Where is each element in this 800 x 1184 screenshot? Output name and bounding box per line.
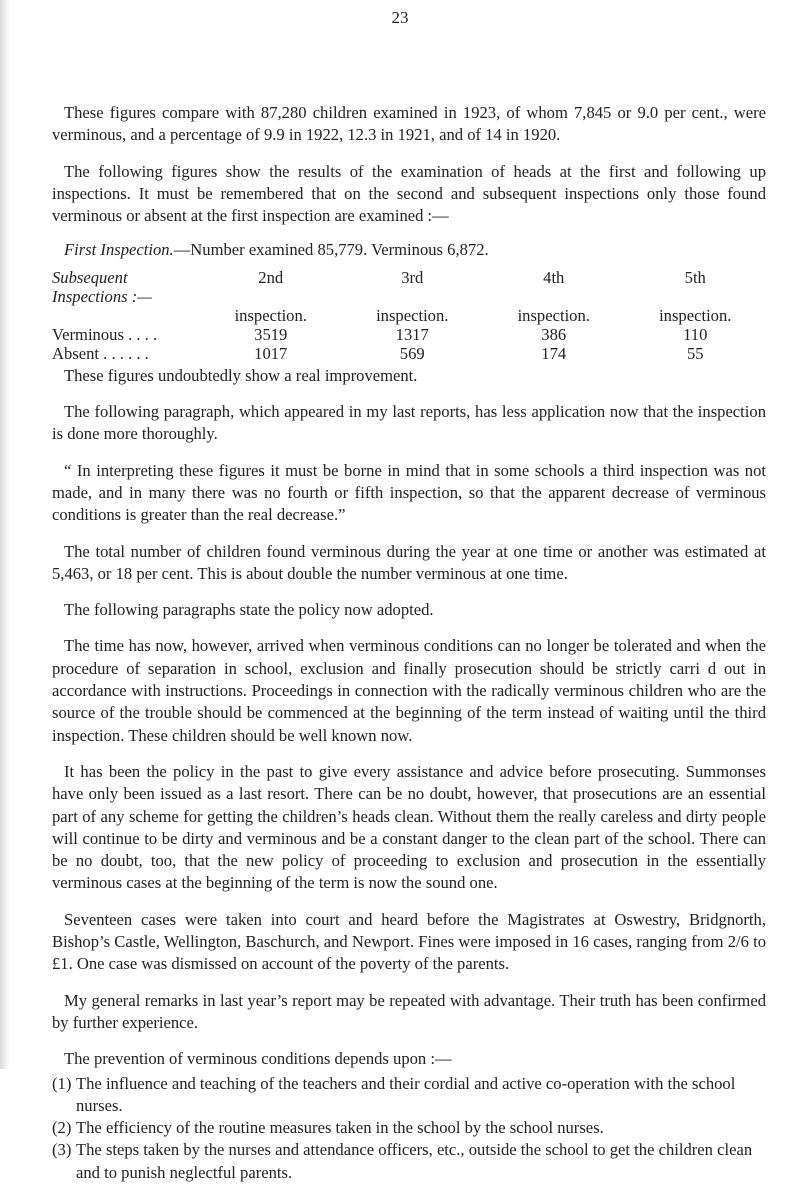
list-item: [52, 1139, 766, 1184]
first-inspection-text: —Number examined 85,779. Verminous 6,872.: [173, 240, 489, 260]
list-item: [52, 1073, 766, 1118]
header-2nd: 2nd: [258, 267, 284, 287]
list-item-text: The efficiency of the routine measures taken in the school by the school nurses.: [76, 1118, 604, 1138]
row-label: Verminous: [52, 324, 124, 344]
row-leader: . . . . . .: [103, 343, 149, 363]
table-header-row-1: [52, 268, 766, 306]
paragraph-8: The time has now, however, arrived when verminous conditions can no longer be tolerated and when the procedure of separation in school, exclusion and finally prosecution should be strictly carri d out in accordance with instructions. Proceedings in connection with the radically verminous children who are the source of the trouble should be commenced at the beginning of the term instead of waiting until the third inspection. These children should be well known now.: [52, 636, 766, 745]
list-item-text: The influence and teaching of the teachers and their cordial and active co-operation with the school nurses.: [76, 1073, 736, 1115]
header-5th: 5th: [684, 267, 706, 287]
paragraph-11: My general remarks in last year’s report may be repeated with advantage. Their truth has been confirmed by further experience.: [52, 990, 766, 1032]
table-cell: 55: [686, 343, 704, 363]
page-number: 23: [391, 8, 409, 27]
header-4th: 4th: [543, 267, 565, 287]
paragraph-2: The following figures show the results of the examination of heads at the first and following up inspections. It must be remembered that on the second and subsequent inspections only those found verminous or absent at the first inspection are examined :—: [52, 161, 766, 226]
header-5th-sub: inspection.: [659, 305, 732, 325]
list-item: [52, 1117, 766, 1139]
paragraph-10: Seventeen cases were taken into court and heard before the Magistrates at Oswestry, Bridgnorth, Bishop’s Castle, Wellington, Baschurch, and Newport. Fines were imposed in 16 cases, ranging from 2/6 to £1. One case was dismissed on account of the poverty of the parents.: [52, 909, 766, 974]
table-header-row-2: [52, 306, 766, 325]
paragraph-6: The total number of children found verminous during the year at one time or another was estimated at 5,463, or 18 per cent. This is about double the number verminous at one time.: [52, 541, 766, 583]
paragraph-3: These figures undoubtedly show a real improvement.: [64, 365, 418, 385]
header-4th-sub: inspection.: [517, 305, 590, 325]
list-item-number: (3): [52, 1140, 72, 1160]
paragraph-9: It has been the policy in the past to give every assistance and advice before prosecuting. Summonses have only been issued as a last resort. There can be no doubt, however, that prosecutions are an essential part of any scheme for getting the children’s heads clean. Without them the really careless and dirty people will continue to be dirty and verminous and be a constant danger to the clean part of the school. There can be no doubt, too, that the new policy of proceeding to exclusion and prosecution in the essentially verminous cases at the beginning of the term is now the sound one.: [52, 761, 766, 893]
header-3rd: 3rd: [401, 267, 424, 287]
table-cell: 1317: [395, 324, 429, 344]
header-3rd-sub: inspection.: [376, 305, 449, 325]
page-binding-edge: [0, 0, 10, 1069]
list-item-number: (1): [52, 1073, 72, 1093]
table-cell: 569: [399, 343, 425, 363]
table-row: [52, 344, 766, 363]
table-cell: 174: [541, 343, 567, 363]
subsequent-inspections-table: [52, 268, 766, 363]
prevention-list: [52, 1073, 766, 1184]
paragraph-1: These figures compare with 87,280 children examined in 1923, of whom 7,845 or 9.0 per cent., were verminous, and a percentage of 9.9 in 1922, 12.3 in 1921, and of 14 in 1920.: [52, 103, 766, 145]
paragraph-12: The prevention of verminous conditions depends upon :—: [64, 1049, 452, 1069]
page-body: [52, 102, 766, 1184]
quoted-paragraph: “ In interpreting these figures it must be borne in mind that in some schools a third inspection was not made, and in many there was no fourth or fifth inspection, so that the apparent decrease of verminous conditions is greater than the real decrease.”: [52, 460, 766, 525]
table-cell: 386: [541, 324, 567, 344]
row-label: Absent: [52, 343, 100, 363]
table-cell: 3519: [254, 324, 288, 344]
list-item-text: The steps taken by the nurses and attendance officers, etc., outside the school to get the children clean and to punish neglectful parents.: [76, 1140, 753, 1182]
first-inspection-label: First Inspection.: [64, 240, 174, 260]
table-cell: 110: [683, 324, 708, 344]
first-inspection-line: [52, 239, 766, 261]
header-2nd-sub: inspection.: [234, 305, 307, 325]
paragraph-7: The following paragraphs state the policy now adopted.: [64, 600, 434, 620]
table-row: [52, 325, 766, 344]
table-cell: 1017: [254, 343, 288, 363]
list-item-number: (2): [52, 1118, 72, 1138]
subsequent-inspections-title: Subsequent Inspections :—: [52, 267, 153, 306]
row-leader: . . . .: [128, 324, 158, 344]
paragraph-4: The following paragraph, which appeared in my last reports, has less application now that the inspection is done more thoroughly.: [52, 402, 766, 444]
